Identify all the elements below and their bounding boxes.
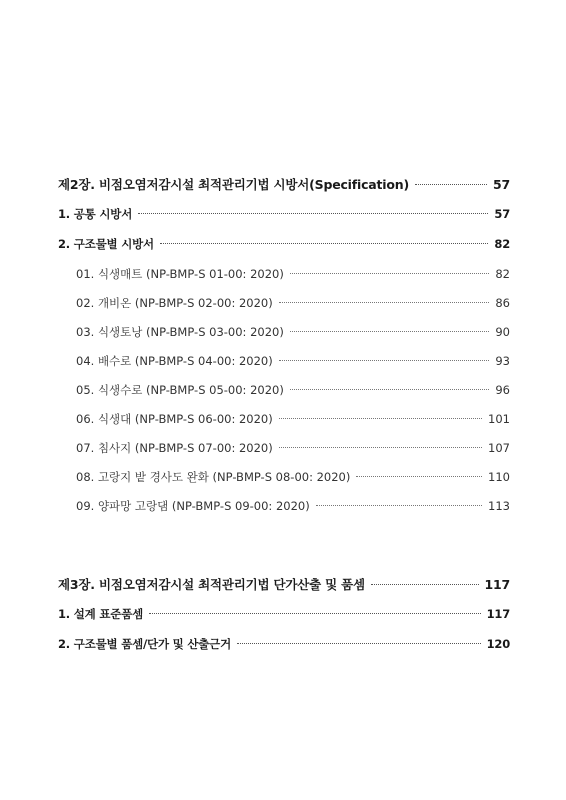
- dot-leader: [138, 213, 488, 214]
- page-number: 86: [495, 296, 510, 310]
- chapter-title: 제3장. 비점오염저감시설 최적관리기법 단가산출 및 품셈: [58, 577, 365, 592]
- page-number: 90: [495, 325, 510, 339]
- section-title: 1. 설계 표준품셈: [58, 607, 144, 621]
- dot-leader: [279, 360, 490, 361]
- toc-item[interactable]: [58, 353, 510, 369]
- toc-item[interactable]: [58, 411, 510, 427]
- page-number: 82: [495, 267, 510, 281]
- toc-item[interactable]: [58, 324, 510, 340]
- dot-leader: [290, 389, 490, 390]
- dot-leader: [160, 243, 488, 244]
- toc-section[interactable]: [58, 606, 510, 622]
- toc-chapter-2[interactable]: [58, 175, 510, 193]
- toc-item[interactable]: [58, 469, 510, 485]
- page-number: 57: [493, 177, 510, 192]
- toc-item[interactable]: [58, 440, 510, 456]
- item-title: 03. 식생토낭 (NP-BMP-S 03-00: 2020): [76, 325, 284, 339]
- dot-leader: [237, 643, 481, 644]
- item-title: 02. 개비온 (NP-BMP-S 02-00: 2020): [76, 296, 273, 310]
- item-title: 07. 침사지 (NP-BMP-S 07-00: 2020): [76, 441, 273, 455]
- dot-leader: [356, 476, 482, 477]
- toc-chapter-3[interactable]: [58, 575, 510, 593]
- dot-leader: [279, 302, 490, 303]
- item-title: 04. 배수로 (NP-BMP-S 04-00: 2020): [76, 354, 273, 368]
- page-number: 96: [495, 383, 510, 397]
- page-number: 110: [488, 470, 510, 484]
- toc-section[interactable]: [58, 236, 510, 252]
- page-number: 101: [488, 412, 510, 426]
- dot-leader: [279, 418, 482, 419]
- dot-leader: [371, 584, 479, 585]
- page-number: 117: [484, 577, 510, 592]
- item-title: 01. 식생매트 (NP-BMP-S 01-00: 2020): [76, 267, 284, 281]
- toc-item[interactable]: [58, 382, 510, 398]
- toc-item[interactable]: [58, 295, 510, 311]
- dot-leader: [290, 273, 490, 274]
- page-number: 93: [495, 354, 510, 368]
- dot-leader: [279, 447, 482, 448]
- dot-leader: [415, 184, 487, 185]
- page-number: 107: [488, 441, 510, 455]
- section-title: 2. 구조물별 시방서: [58, 237, 154, 251]
- page-number: 117: [486, 607, 510, 621]
- dot-leader: [149, 613, 481, 614]
- toc-item[interactable]: [58, 266, 510, 282]
- item-title: 05. 식생수로 (NP-BMP-S 05-00: 2020): [76, 383, 284, 397]
- section-title: 2. 구조물별 품셈/단가 및 산출근거: [58, 637, 232, 651]
- item-title: 06. 식생대 (NP-BMP-S 06-00: 2020): [76, 412, 273, 426]
- page-number: 113: [488, 499, 510, 513]
- chapter-title: 제2장. 비점오염저감시설 최적관리기법 시방서(Specification): [58, 177, 409, 192]
- dot-leader: [290, 331, 490, 332]
- toc-section[interactable]: [58, 636, 510, 652]
- page-number: 120: [486, 637, 510, 651]
- item-title: 09. 양파망 고랑댐 (NP-BMP-S 09-00: 2020): [76, 499, 310, 513]
- page-number: 82: [494, 237, 510, 251]
- item-title: 08. 고랑지 밭 경사도 완화 (NP-BMP-S 08-00: 2020): [76, 470, 351, 484]
- toc-item[interactable]: [58, 498, 510, 514]
- page-number: 57: [494, 207, 510, 221]
- section-title: 1. 공통 시방서: [58, 207, 133, 221]
- dot-leader: [316, 505, 482, 506]
- toc-section[interactable]: [58, 206, 510, 222]
